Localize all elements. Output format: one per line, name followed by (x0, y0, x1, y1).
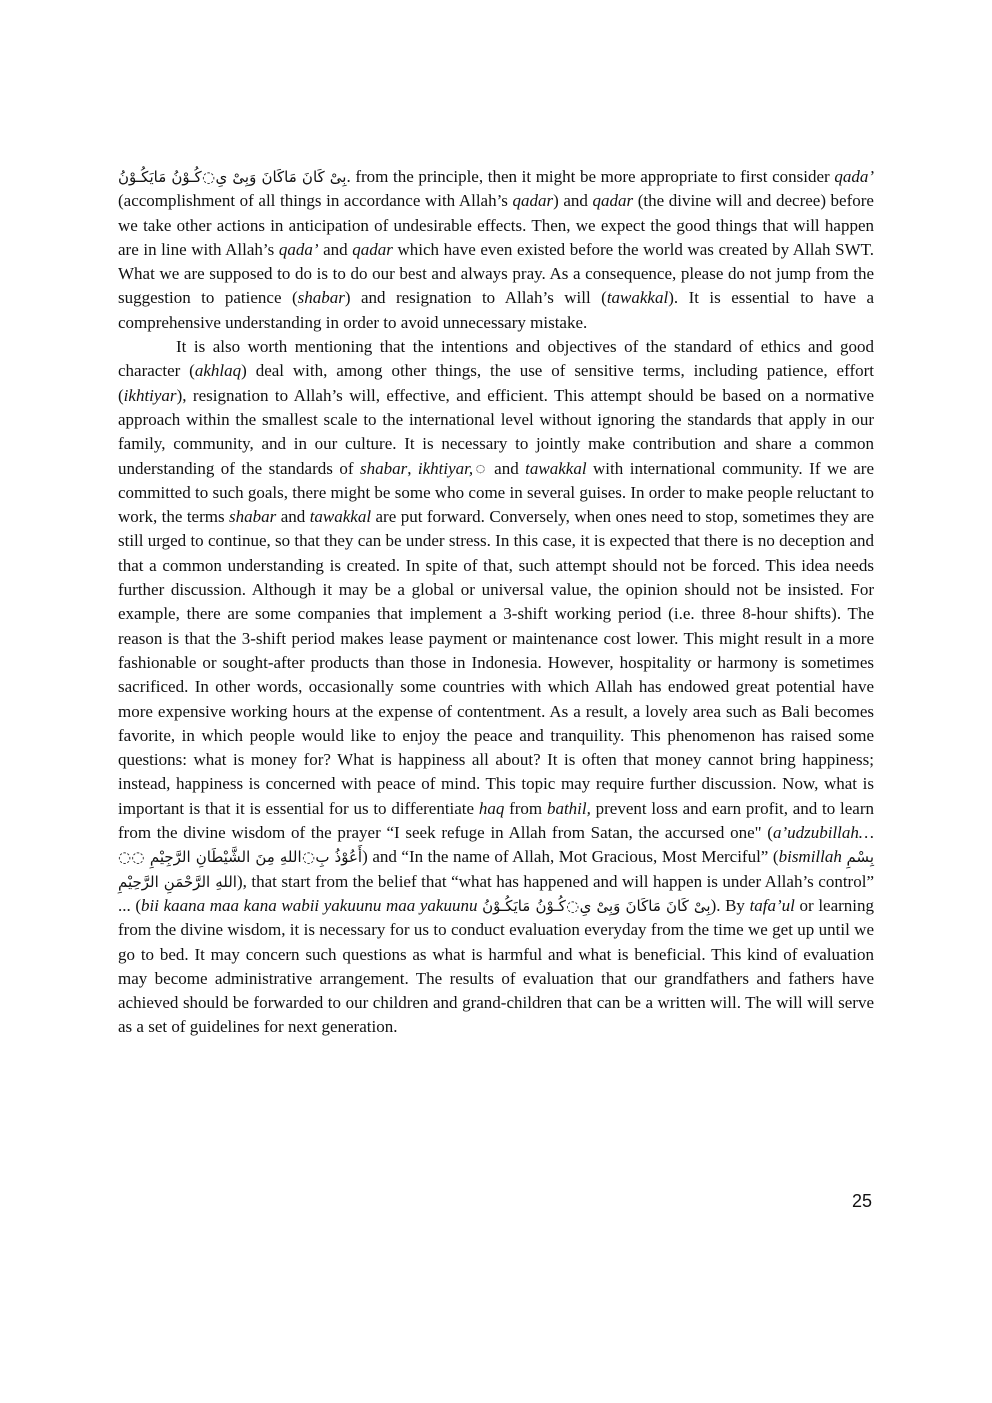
term-qadar: qadar (352, 239, 393, 259)
term-tawakkal: tawakkal (309, 507, 372, 527)
arabic-phrase: بِیْ كَانَ مَاكَانَ وَبِیْ یِ◌كُـوْنُ مَایَكُـوْنُ (482, 896, 711, 915)
text-run: or learning from the divine wisdom, it is necessary for us to conduct evaluation everyday from the time we get up until we go to bed. It may concern such questions as what is harmful and what is beneficial. This kind of evaluation may become administrative arrangement. The results of evaluation that our grandfathers and fathers have achieved should be forwarded to our children and grand-children that can be a written will. The will will serve as a set of guidelines for next generation. (118, 895, 875, 1037)
text-run: It is also worth mentioning that the intentions and objectives of the standard of ethics and good character ( (118, 337, 874, 381)
text-run: ). It is essential to have a comprehensive understanding in order to avoid unnecessary mistake. (118, 288, 874, 332)
text-run: ) and “In the name of Allah, Mot Gracious, Most Merciful” ( (362, 847, 779, 867)
arabic-phrase: بِسْمِ اللهِ الرَّحْمَنِ الرَّحِيْمِ (118, 848, 874, 891)
term-transliteration: bii kaana maa kana wabii yakuunu maa yakuunu (141, 895, 478, 915)
term-qada: qada’ (278, 239, 319, 259)
term-tawakkal: tawakkal (525, 458, 587, 478)
term-bathil: bathil, (546, 798, 591, 818)
paragraph-1 (118, 165, 874, 335)
term-shabar: shabar (297, 288, 345, 308)
text-run: and (276, 507, 310, 527)
term-ikhtiyar: ikhtiyar,◌ (417, 458, 488, 478)
term-shabar: shabar (359, 458, 408, 478)
term-qadar: qadar (512, 191, 554, 211)
text-run: . from the principle, then it might be more appropriate to first consider (346, 167, 835, 186)
term-akhlaq: akhlaq (194, 361, 242, 381)
text-run: , (407, 458, 418, 478)
text-run: ), resignation to Allah’s will, effective, and efficient. This attempt should be based on a normative approach within the smallest scale to the international level without ignoring the standards that apply in our family, community, and in our culture. It is necessary to jointly make contribution and share a common understanding of the standards of (118, 385, 874, 478)
text-run: and (487, 458, 526, 478)
arabic-phrase: بِیْ كَانَ مَاكَانَ وَبِیْ یِ◌كُـوْنُ مَایَكُـوْنُ (118, 168, 347, 186)
term-tawakkal: tawakkal (606, 288, 669, 308)
term-tafaul: tafa’ul (749, 895, 795, 915)
text-run: (the divine will and decree) before we take other actions in anticipation of undesirable effects. Then, we expect the good things that will happen are in line with Allah’s (118, 191, 874, 259)
term-ikhtiyar: ikhtiyar (123, 385, 177, 405)
text-run: are put forward. Conversely, when ones need to stop, sometimes they are still urged to continue, so that they can be under stress. In this case, it is expected that there is no deception and that a common understanding is created. In spite of that, such attempt should not be forced. This idea needs further discussion. Although it may be a global or universal value, the opinion should not be insisted. For example, there are some companies that implement a 3-shift working period (i.e. three 8-hour shifts). The reason is that the 3-shift period makes lease payment or maintenance cost lower. This might result in a more fashionable or sought-after products than those in Indonesia. However, hospitality or harmony is sometimes sacrificed. In other words, occasionally some countries with which Allah has endowed great potential have more expensive working hours at the expense of contentment. As a result, a lovely area such as Bali becomes favorite, in which people would like to enjoy the peace and tranquility. This phenomenon has raised some questions: what is money for? What is happiness all about? It is often that money cannot bring happiness; instead, happiness is concerned with peace of mind. This topic may require further discussion. Now, what is important is that it is essential for us to differentiate (118, 507, 875, 818)
page-number: 25 (852, 1191, 873, 1211)
text-run: (accomplishment of all things in accordance with Allah’s (118, 191, 513, 211)
text-run: ). By (710, 895, 750, 915)
text-run: ), that start from the belief that “what has happened and will happen is under Allah’s control” ... ( (118, 871, 874, 915)
text-run: which have even existed before the world was created by Allah SWT. What we are supposed to do is to do our best and always pray. As a consequence, please do not jump from the suggestion to patience ( (118, 239, 875, 308)
text-run: prevent loss and earn profit, and to learn from the divine wisdom of the prayer “I seek refuge in Allah from Satan, the accursed one" ( (118, 798, 874, 843)
text-run: with international community. If we are committed to such goals, there might be some who come in several guises. In order to make people reluctant to work, the terms (118, 458, 874, 527)
arabic-phrase: أَعُوْذُ بِ◌اللهِ مِنَ الشَّيْطَانِ الرَّجِيْمِ ◌◌ (118, 848, 363, 867)
page-body-text (118, 165, 874, 1040)
term-qadar: qadar (592, 191, 634, 211)
term-bismillah: bismillah (778, 847, 842, 867)
text-run: ) and resignation to Allah’s will ( (344, 288, 607, 308)
text-run: ) and (553, 191, 593, 211)
term-shabar: shabar (229, 507, 277, 527)
paragraph-2 (118, 335, 874, 1040)
term-qada: qada’ (834, 167, 874, 186)
text-run: ) deal with, among other things, the use of sensitive terms, including patience, effort ( (118, 361, 874, 405)
term-audzubillah: a’udzubillah… (772, 823, 874, 843)
term-haq: haq (478, 798, 505, 818)
text-run: from (504, 798, 547, 818)
text-run: and (318, 239, 353, 259)
